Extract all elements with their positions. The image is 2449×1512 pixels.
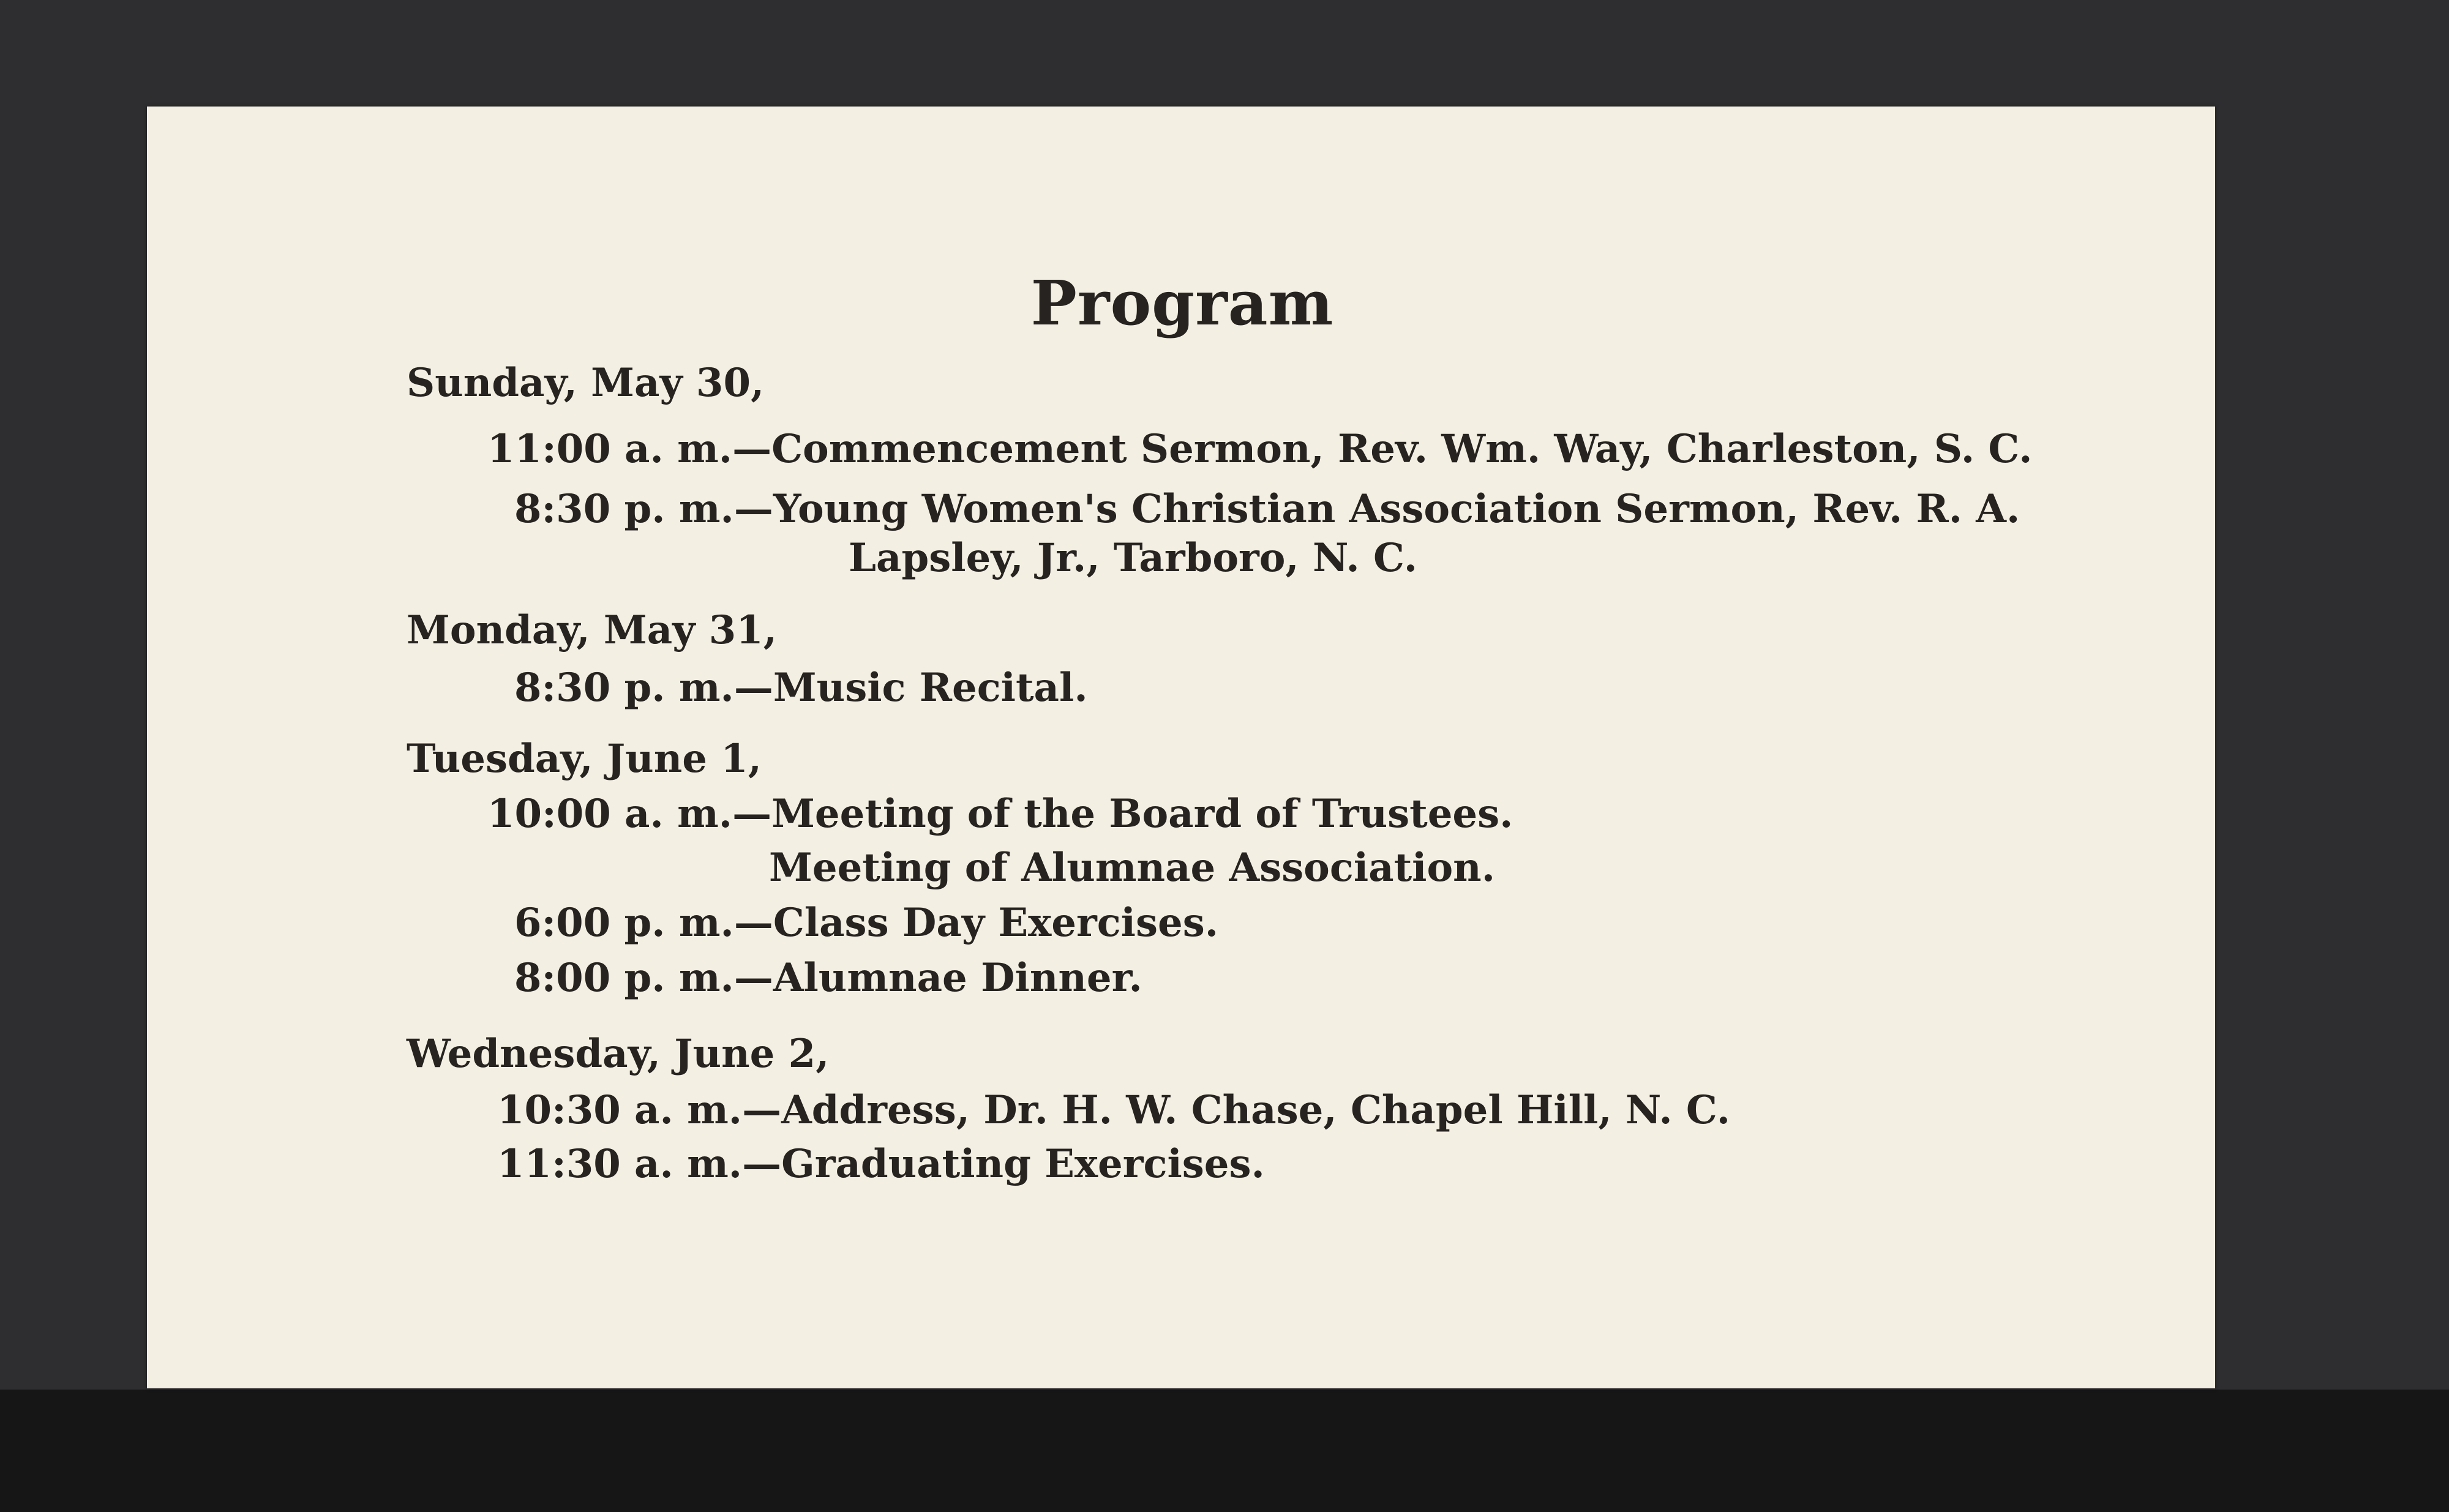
em-dash: — — [732, 426, 772, 472]
program-card — [147, 107, 2215, 1388]
event-time: 6:00 p. m. — [514, 900, 734, 946]
event-time: 10:00 a. m. — [487, 791, 733, 837]
event-row — [487, 791, 1513, 837]
event-description: Alumnae Dinner. — [773, 955, 1142, 1001]
event-time: 11:30 a. m. — [497, 1141, 743, 1187]
event-time: 11:00 a. m. — [487, 426, 733, 472]
event-description: Class Day Exercises. — [773, 900, 1219, 946]
em-dash: — — [732, 791, 772, 837]
event-row — [514, 900, 1219, 946]
event-row — [497, 1141, 1265, 1187]
event-description: Young Women's Christian Association Sermon, Rev. R. A. — [773, 486, 2020, 532]
event-description: Music Recital. — [773, 665, 1088, 711]
event-row — [514, 665, 1088, 711]
day-heading-tuesday: Tuesday, June 1, — [407, 736, 762, 782]
event-time: 10:30 a. m. — [497, 1087, 743, 1133]
event-row — [487, 426, 2033, 472]
event-time: 8:30 p. m. — [514, 486, 734, 532]
event-description: Meeting of the Board of Trustees. — [771, 791, 1513, 837]
event-row — [497, 1087, 1730, 1133]
event-row — [514, 486, 2020, 532]
event-description: Graduating Exercises. — [781, 1141, 1265, 1187]
event-description: Commencement Sermon, Rev. Wm. Way, Charleston, S. C. — [771, 426, 2033, 472]
event-time: 8:00 p. m. — [514, 955, 734, 1001]
event-row — [514, 955, 1142, 1001]
bottom-shadow — [0, 1390, 2449, 1512]
event-continuation: Meeting of Alumnae Association. — [769, 845, 1495, 891]
event-description: Address, Dr. H. W. Chase, Chapel Hill, N. C. — [781, 1087, 1730, 1133]
day-heading-wednesday: Wednesday, June 2, — [407, 1031, 830, 1077]
page-title: Program — [1030, 267, 1334, 339]
em-dash: — — [742, 1087, 782, 1133]
event-time: 8:30 p. m. — [514, 665, 734, 711]
em-dash: — — [733, 665, 773, 711]
em-dash: — — [742, 1141, 782, 1187]
event-continuation: Lapsley, Jr., Tarboro, N. C. — [849, 535, 1418, 581]
em-dash: — — [733, 486, 773, 532]
day-heading-sunday: Sunday, May 30, — [407, 360, 765, 406]
day-heading-monday: Monday, May 31, — [407, 607, 778, 653]
em-dash: — — [733, 900, 773, 946]
em-dash: — — [733, 955, 773, 1001]
